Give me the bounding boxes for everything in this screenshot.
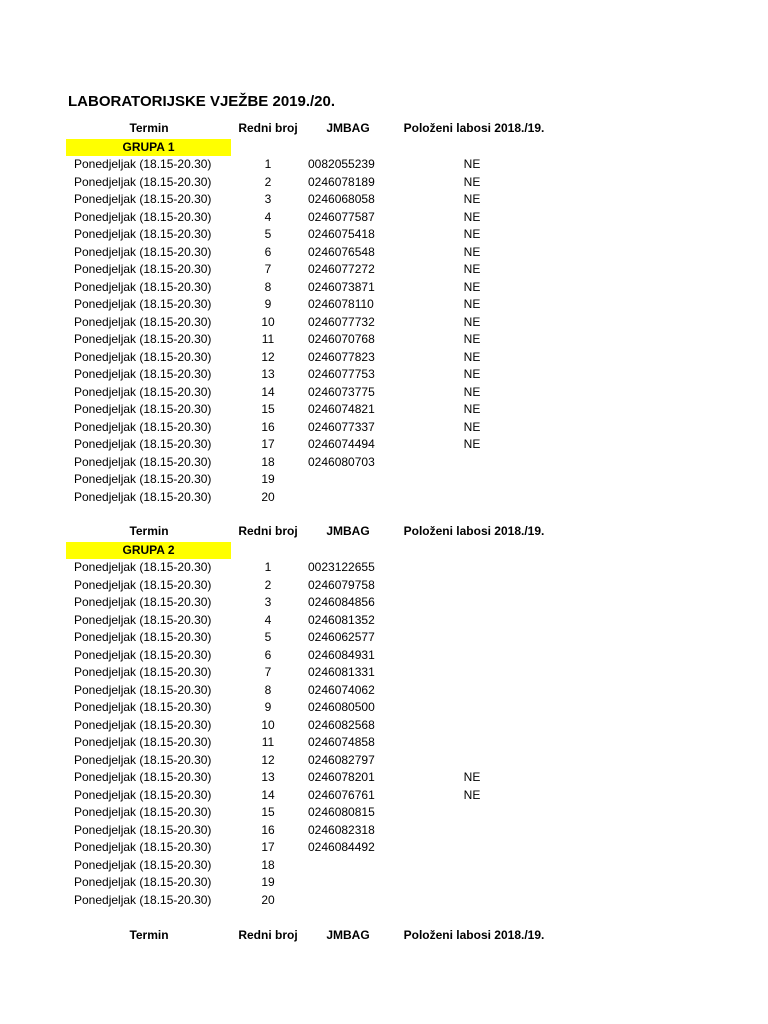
cell-termin: Ponedjeljak (18.15-20.30) [74,244,212,259]
cell-termin: Ponedjeljak (18.15-20.30) [74,384,212,399]
cell-termin: Ponedjeljak (18.15-20.30) [74,157,212,171]
table-row [0,349,768,367]
cell-jmbag: 0246084492 [308,840,375,854]
cell-polozeni: NE [463,332,481,346]
cell-termin: Ponedjeljak (18.15-20.30) [74,752,212,767]
header-redni-broj: Redni broj [238,121,298,135]
cell-redni-broj: 10 [261,717,275,732]
cell-redni-broj: 11 [261,332,275,346]
cell-termin: Ponedjeljak (18.15-20.30) [74,297,212,311]
table-row [0,734,768,752]
cell-termin: Ponedjeljak (18.15-20.30) [74,665,212,679]
cell-polozeni: NE [463,262,481,276]
cell-redni-broj: 2 [264,174,272,189]
cell-termin: Ponedjeljak (18.15-20.30) [74,717,212,732]
table-row [0,419,768,437]
cell-termin: Ponedjeljak (18.15-20.30) [74,805,212,819]
table-row [0,752,768,770]
cell-termin: Ponedjeljak (18.15-20.30) [74,560,212,574]
cell-jmbag: 0246080815 [308,805,375,819]
cell-jmbag: 0082055239 [308,157,375,171]
cell-redni-broj: 4 [264,612,272,627]
cell-termin: Ponedjeljak (18.15-20.30) [74,700,212,714]
cell-jmbag: 0246073775 [308,384,375,399]
cell-redni-broj: 18 [261,857,275,872]
cell-termin: Ponedjeljak (18.15-20.30) [74,892,212,907]
cell-jmbag: 0246077337 [308,419,375,434]
table-row [0,647,768,665]
cell-jmbag: 0246076761 [308,787,375,802]
cell-jmbag: 0246082568 [308,717,375,732]
table-row [0,244,768,262]
table-row [0,401,768,419]
cell-redni-broj: 7 [264,262,272,276]
header-jmbag: JMBAG [326,524,370,538]
header-term: Termin [129,928,169,942]
cell-termin: Ponedjeljak (18.15-20.30) [74,454,212,469]
cell-jmbag: 0246077823 [308,349,375,364]
table-row [0,191,768,209]
cell-polozeni: NE [463,279,481,294]
cell-redni-broj: 12 [261,752,275,767]
cell-redni-broj: 8 [264,682,272,697]
cell-redni-broj: 1 [264,157,272,171]
cell-jmbag: 0246074858 [308,735,375,749]
table-row [0,892,768,910]
cell-termin: Ponedjeljak (18.15-20.30) [74,472,212,486]
cell-termin: Ponedjeljak (18.15-20.30) [74,577,212,592]
table-row [0,787,768,805]
cell-jmbag: 0246080500 [308,700,375,714]
table-row [0,682,768,700]
cell-redni-broj: 3 [264,192,272,206]
cell-termin: Ponedjeljak (18.15-20.30) [74,349,212,364]
cell-termin: Ponedjeljak (18.15-20.30) [74,840,212,854]
cell-jmbag: 0246073871 [308,279,375,294]
cell-termin: Ponedjeljak (18.15-20.30) [74,875,212,889]
table-row [0,577,768,595]
cell-redni-broj: 11 [261,735,275,749]
cell-redni-broj: 18 [261,454,275,469]
cell-redni-broj: 12 [261,349,275,364]
cell-termin: Ponedjeljak (18.15-20.30) [74,630,212,644]
header-polozeni: Položeni labosi 2018./19. [403,524,545,538]
cell-termin: Ponedjeljak (18.15-20.30) [74,314,212,329]
cell-redni-broj: 14 [261,384,275,399]
table-row [0,874,768,892]
cell-redni-broj: 19 [261,875,275,889]
cell-jmbag: 0246062577 [308,630,375,644]
cell-jmbag: 0246082797 [308,752,375,767]
group-label: GRUPA 1 [66,139,231,156]
cell-redni-broj: 13 [261,367,275,381]
table-row [0,717,768,735]
header-polozeni: Položeni labosi 2018./19. [403,121,545,135]
cell-jmbag: 0246081331 [308,665,375,679]
table-row [0,594,768,612]
cell-polozeni: NE [463,227,481,241]
cell-polozeni: NE [463,349,481,364]
header-term: Termin [129,524,169,538]
cell-termin: Ponedjeljak (18.15-20.30) [74,437,212,451]
cell-jmbag: 0246084856 [308,595,375,609]
cell-termin: Ponedjeljak (18.15-20.30) [74,682,212,697]
table-row [0,489,768,507]
cell-jmbag: 0246070768 [308,332,375,346]
cell-termin: Ponedjeljak (18.15-20.30) [74,367,212,381]
cell-polozeni: NE [463,297,481,311]
cell-jmbag: 0246081352 [308,612,375,627]
cell-polozeni: NE [463,209,481,224]
cell-redni-broj: 8 [264,279,272,294]
table-row [0,331,768,349]
cell-termin: Ponedjeljak (18.15-20.30) [74,262,212,276]
cell-termin: Ponedjeljak (18.15-20.30) [74,787,212,802]
table-row [0,857,768,875]
cell-redni-broj: 19 [261,472,275,486]
cell-termin: Ponedjeljak (18.15-20.30) [74,735,212,749]
cell-redni-broj: 4 [264,209,272,224]
cell-jmbag: 0246084931 [308,647,375,662]
cell-jmbag: 0246077587 [308,209,375,224]
cell-termin: Ponedjeljak (18.15-20.30) [74,647,212,662]
table-row [0,804,768,822]
table-row [0,209,768,227]
cell-polozeni: NE [463,384,481,399]
cell-termin: Ponedjeljak (18.15-20.30) [74,612,212,627]
cell-jmbag: 0246078201 [308,770,375,784]
cell-redni-broj: 20 [261,489,275,504]
cell-jmbag: 0246080703 [308,454,375,469]
table-row [0,612,768,630]
cell-termin: Ponedjeljak (18.15-20.30) [74,822,212,837]
cell-jmbag: 0246078110 [308,297,374,311]
cell-polozeni: NE [463,367,481,381]
cell-polozeni: NE [463,402,481,416]
cell-redni-broj: 1 [264,560,272,574]
cell-polozeni: NE [463,314,481,329]
cell-jmbag: 0246082318 [308,822,375,837]
header-redni-broj: Redni broj [238,524,298,538]
table-row [0,174,768,192]
cell-redni-broj: 5 [264,227,272,241]
cell-redni-broj: 2 [264,577,272,592]
cell-jmbag: 0246068058 [308,192,375,206]
cell-redni-broj: 6 [264,244,272,259]
cell-termin: Ponedjeljak (18.15-20.30) [74,332,212,346]
cell-polozeni: NE [463,437,481,451]
cell-jmbag: 0246074062 [308,682,375,697]
cell-redni-broj: 5 [264,630,272,644]
cell-termin: Ponedjeljak (18.15-20.30) [74,192,212,206]
cell-polozeni: NE [463,174,481,189]
cell-termin: Ponedjeljak (18.15-20.30) [74,174,212,189]
table-row [0,314,768,332]
page-title: LABORATORIJSKE VJEŽBE 2019./20. [68,93,336,110]
table-row [0,384,768,402]
cell-redni-broj: 14 [261,787,275,802]
cell-redni-broj: 15 [261,402,275,416]
table-row [0,296,768,314]
cell-jmbag: 0023122655 [308,560,375,574]
table-row [0,629,768,647]
table-row [0,226,768,244]
cell-jmbag: 0246074821 [308,402,375,416]
cell-termin: Ponedjeljak (18.15-20.30) [74,402,212,416]
cell-redni-broj: 13 [261,770,275,784]
cell-termin: Ponedjeljak (18.15-20.30) [74,595,212,609]
cell-polozeni: NE [463,157,481,171]
table-row [0,839,768,857]
cell-termin: Ponedjeljak (18.15-20.30) [74,770,212,784]
table-row [0,366,768,384]
table-row [0,471,768,489]
group-label: GRUPA 2 [66,542,231,559]
table-row [0,822,768,840]
cell-redni-broj: 16 [261,419,275,434]
table-row [0,261,768,279]
header-jmbag: JMBAG [326,121,370,135]
cell-termin: Ponedjeljak (18.15-20.30) [74,419,212,434]
header-polozeni: Položeni labosi 2018./19. [403,928,545,942]
cell-jmbag: 0246077753 [308,367,375,381]
cell-jmbag: 0246076548 [308,244,375,259]
cell-redni-broj: 10 [261,314,275,329]
cell-jmbag: 0246077272 [308,262,375,276]
cell-redni-broj: 16 [261,822,275,837]
header-redni-broj: Redni broj [238,928,298,942]
table-row [0,454,768,472]
cell-jmbag: 0246078189 [308,174,375,189]
cell-jmbag: 0246077732 [308,314,375,329]
cell-polozeni: NE [463,419,481,434]
table-row [0,559,768,577]
table-row [0,664,768,682]
cell-redni-broj: 6 [264,647,272,662]
header-jmbag: JMBAG [326,928,370,942]
cell-jmbag: 0246075418 [308,227,375,241]
table-row [0,699,768,717]
table-row [0,156,768,174]
cell-polozeni: NE [463,787,481,802]
cell-termin: Ponedjeljak (18.15-20.30) [74,227,212,241]
header-term: Termin [129,121,169,135]
cell-jmbag: 0246074494 [308,437,375,451]
cell-termin: Ponedjeljak (18.15-20.30) [74,209,212,224]
cell-polozeni: NE [463,770,481,784]
cell-redni-broj: 17 [261,840,275,854]
cell-termin: Ponedjeljak (18.15-20.30) [74,857,212,872]
cell-redni-broj: 15 [261,805,275,819]
cell-polozeni: NE [463,244,481,259]
cell-redni-broj: 3 [264,595,272,609]
cell-jmbag: 0246079758 [308,577,375,592]
table-row [0,436,768,454]
cell-termin: Ponedjeljak (18.15-20.30) [74,279,212,294]
cell-redni-broj: 9 [264,297,272,311]
cell-redni-broj: 7 [264,665,272,679]
cell-termin: Ponedjeljak (18.15-20.30) [74,489,212,504]
table-row [0,279,768,297]
cell-redni-broj: 9 [264,700,272,714]
cell-redni-broj: 20 [261,892,275,907]
cell-redni-broj: 17 [261,437,275,451]
table-row [0,769,768,787]
cell-polozeni: NE [463,192,481,206]
